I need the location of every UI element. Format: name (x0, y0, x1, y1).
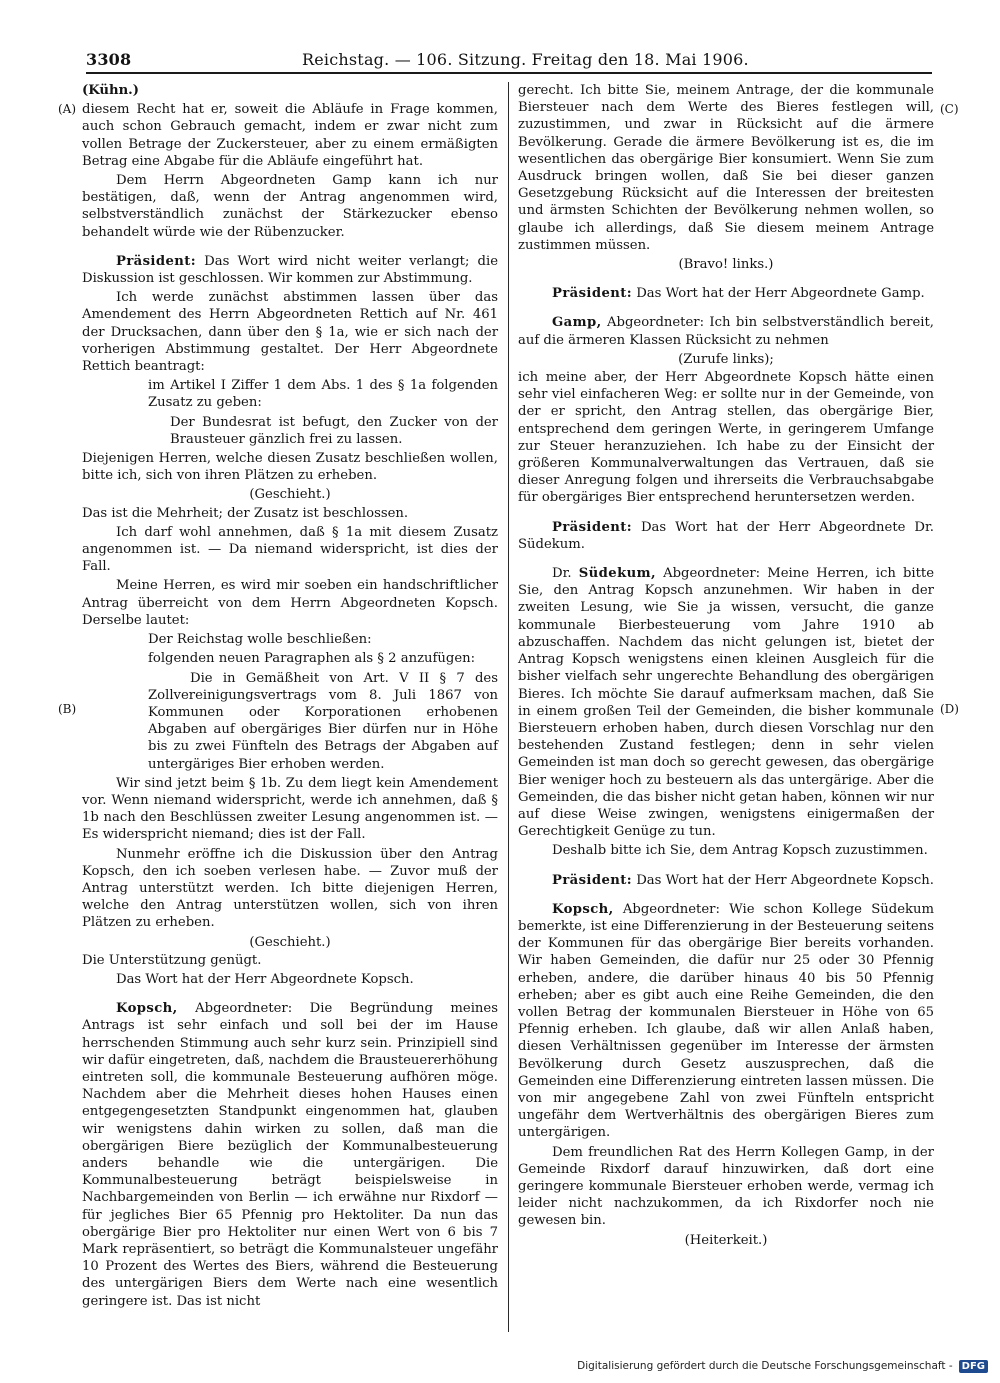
paragraph: ich meine aber, der Herr Abgeordnete Kopsch hätte einen sehr viel einfacheren Weg: er sollte nur in der Gemeinde, von der er spricht, den Antrag stellen, das obergärige Bier, entsprechend dem geringen Werte, in geringerem Umfange zur Steuer heranzuziehen. Ich habe zu der Einsicht der größeren Kommunalverwaltungen das Vertrauen, daß sie dieser Anregung folgen und ihrerseits die Verbrauchsabgabe für obergäriges Bier entsprechend heruntersetzen werden. (518, 370, 934, 506)
paragraph: Meine Herren, es wird mir soeben ein handschriftlicher Antrag überreicht von dem Herrn Abgeordneten Kopsch. Derselbe lautet: (82, 578, 498, 628)
credit-text: Digitalisierung gefördert durch die Deutsche Forschungsgemeinschaft - (577, 1360, 953, 1372)
stage-direction: (Zurufe links); (678, 351, 774, 367)
stage-direction: (Heiterkeit.) (684, 1232, 768, 1248)
paragraph: Ich darf wohl annehmen, daß § 1a mit diesem Zusatz angenommen ist. — Da niemand widerspricht, ist dies der Fall. (82, 524, 498, 575)
paragraph: Präsident: Das Wort hat der Herr Abgeordnete Gamp. (552, 286, 925, 302)
paragraph: Dem freundlichen Rat des Herrn Kollegen Gamp, in der Gemeinde Rixdorf darauf hinzuwirken, daß dort eine geringere kommunale Biersteuer erhoben werde, vermag ich leider nicht nachzukommen, da ich Rixdorfer noch nie gewesen bin. (518, 1144, 934, 1229)
speaker-name: Präsident: (552, 872, 633, 888)
speaker-name: Kopsch, (116, 1001, 178, 1017)
stage-direction: (Geschieht.) (249, 487, 331, 503)
speaker-name: Kopsch, (552, 901, 614, 917)
margin-marker-a: (A) (58, 102, 77, 116)
paragraph: Präsident: Das Wort hat der Herr Abgeordnete Dr. Südekum. (518, 519, 934, 552)
speaker-name: Präsident: (116, 253, 197, 269)
paragraph: diesem Recht hat er, soweit die Abläufe in Frage kommen, auch schon Gebrauch gemacht, indem er zwar nicht zum vollen Betrage der Zuckersteuer, aber zu einem ermäßigten Betrag eine Abgabe für die Abläufe eingeführt hat. (82, 102, 498, 169)
stage-direction: (Bravo! links.) (678, 257, 774, 273)
paragraph: Ich werde zunächst abstimmen lassen über das Amendement des Herrn Abgeordneten Rettich auf Nr. 461 der Drucksachen, dann über den § 1a, wie er sich nach der vorherigen Abstimmung gestaltet. Der Herr Abgeordnete Rettich beantragt: (82, 290, 498, 375)
quoted-motion: Der Bundesrat ist befugt, den Zucker von der Brausteuer gänzlich frei zu lassen. (170, 414, 498, 447)
paragraph: Diejenigen Herren, welche diesen Zusatz beschließen wollen, bitte ich, sich von ihren Plätzen zu erheben. (82, 451, 498, 484)
column-divider (508, 82, 509, 1332)
speaker-tag: (Kühn.) (82, 83, 140, 98)
quoted-motion: im Artikel I Ziffer 1 dem Abs. 1 des § 1a folgenden Zusatz zu geben: (148, 378, 498, 411)
paragraph: Dem Herrn Abgeordneten Gamp kann ich nur bestätigen, daß, wenn der Antrag angenommen wird, selbstverständlich zunächst der Stärkezucker ebenso behandelt würde wie der Rübenzucker. (82, 173, 498, 240)
paragraph: Kopsch, Abgeordneter: Wie schon Kollege Südekum bemerkte, ist eine Differenzierung in der Besteuerung seitens der Kommunen für das obergärige Bier bereits vorhanden. Wir haben Gemeinden, die dafür nur 25 oder 30 Pfennig erheben, andere, die darüber hinaus 40 bis 50 Pfennig erheben; aber es gibt auch eine Reihe Gemeinden, die den vollen Betrag der kommunalen Biersteuer in Höhe von 65 Pfennig erheben. Ich glaube, daß wir allen Anlaß haben, diesen Verhältnissen gegenüber im Interesse der ärmsten Bevölkerung durch Gesetz auszusprechen, daß die Gemeinden eine Differenzierung eintreten lassen müssen. Die von mir angegebene Zahl von zwei Fünfteln entspricht ungefähr dem Wertverhältnis des obergärigen Bieres zum untergärigen. (518, 901, 934, 1141)
paragraph: Kopsch, Abgeordneter: Die Begründung meines Antrags ist sehr einfach und soll bei der im Hause herrschenden Stimmung auch sehr kurz sein. Prinzipiell sind wir dafür eingetreten, daß, nachdem die Brausteuererhöhung eintreten soll, die kommunale Besteuerung aufhören möge. Nachdem aber die Mehrheit dieses hohen Hauses einen entgegengesetzten Standpunkt eingenommen hat, glauben wir wenigstens dahin wirken zu sollen, daß man die obergärigen Biere bezüglich der Kommunalbesteuerung anders behandle wie die untergärigen. Die Kommunalbesteuerung beträgt beispielsweise in Nachbargemeinden von Berlin — ich erwähne nur Rixdorf — für jegliches Bier 65 Pfennig pro Hektoliter. Da nun das obergärige Bier pro Hektoliter nur einen Wert von 6 bis 7 Mark repräsentiert, so beträgt die Kommunalsteuer ungefähr 10 Prozent des Wertes des Biers, während die Besteuerung des untergärigen Biers dem Werte nach eine wesentlich geringere ist. Das ist nicht (82, 1001, 498, 1309)
paragraph: Wir sind jetzt beim § 1b. Zu dem liegt kein Amendement vor. Wenn niemand widerspricht, werde ich annehmen, daß § 1b nach den Beschlüssen zweiter Lesung angenommen ist. — Es widerspricht niemand; dies ist der Fall. (82, 775, 498, 843)
margin-marker-b: (B) (58, 702, 77, 716)
margin-marker-c: (C) (940, 102, 959, 116)
paragraph: Die Unterstützung genügt. (82, 952, 262, 968)
paragraph: Das ist die Mehrheit; der Zusatz ist beschlossen. (82, 505, 409, 521)
speaker-name: Südekum, (578, 566, 656, 582)
left-column (82, 82, 498, 1312)
paragraph: Deshalb bitte ich Sie, dem Antrag Kopsch zuzustimmen. (552, 843, 928, 859)
paragraph: Dr. Südekum, Abgeordneter: Meine Herren, ich bitte Sie, den Antrag Kopsch anzunehmen. Wir haben in der zweiten Lesung, wie Sie ja wissen, versucht, die ganze kommunale Bierbesteuerung vom Jahre 1910 ab abzuschaffen. Nachdem das nicht gelungen ist, bietet der Antrag Kopsch wenigstens einen kleinen Ausgleich für die bisher vielfach sehr ungerechte Behandlung des obergärigen Bieres. Ich möchte Sie darauf aufmerksam machen, daß Sie in einem großen Teil der Gemeinden, die bisher kommunale Biersteuern erhoben haben, durch diesen Vorschlag nur den bestehenden Zustand festlegen; denn in sehr vielen Gemeinden ist man doch so gerecht gewesen, das obergärige Bier weniger hoch zu besteuern als das untergärige. Aber die Gemeinden, die das bisher nicht getan haben, können wir nur auf diese Weise zwingen, wenigstens einigermaßen der Gerechtigkeit Genüge zu tun. (518, 566, 935, 840)
paragraph: Präsident: Das Wort wird nicht weiter verlangt; die Diskussion ist geschlossen. Wir kommen zur Abstimmung. (82, 253, 498, 287)
paragraph: gerecht. Ich bitte Sie, meinem Antrage, der die kommunale Biersteuer nach dem Werte des Bieres festlegen will, zuzustimmen, und zwar in Rücksicht auf die ärmere Bevölkerung. Gerade die ärmere Bevölkerung ist es, die im wesentlichen das obergärige Bier konsumiert. Wenn Sie zum Ausdruck bringen wollen, daß Sie bei dieser ganzen Gesetzgebung Rücksicht auf die Interessen der breitesten und ärmsten Schichten der Bevölkerung nehmen wollen, so glaube ich allerdings, daß Sie diesem meinem Antrage zustimmen müssen. (518, 83, 934, 253)
speaker-name: Gamp, (552, 315, 602, 331)
stage-direction: (Geschieht.) (249, 934, 331, 950)
paragraph: Gamp, Abgeordneter: Ich bin selbstverständlich bereit, auf die ärmeren Klassen Rücksicht zu nehmen (518, 315, 934, 348)
speaker-name: Präsident: (552, 286, 633, 302)
page-header (86, 46, 930, 74)
dfg-logo-icon: DFG (959, 1360, 988, 1373)
right-column (518, 82, 934, 1250)
running-title: Reichstag. — 106. Sitzung. Freitag den 18. Mai 1906. (302, 50, 749, 69)
quoted-motion: Die in Gemäßheit von Art. V II § 7 des Zollvereinigungsvertrags vom 8. Juli 1867 von Kommunen oder Korporationen erhobenen Abgaben auf obergäriges Bier dürfen nur in Höhe bis zu zwei Fünfteln des Betrags der Abgaben auf untergäriges Bier erhoben werden. (148, 670, 498, 772)
page-number: 3308 (86, 50, 132, 69)
digitization-credit (577, 1357, 988, 1375)
header-rule (86, 72, 932, 74)
paragraph: Nunmehr eröffne ich die Diskussion über den Antrag Kopsch, den ich soeben verlesen habe. — Zuvor muß der Antrag unterstützt werden. Ich bitte diejenigen Herren, welche den Antrag unterstützen wollen, sich von ihren Plätzen zu erheben. (82, 846, 498, 931)
speaker-name: Präsident: (552, 519, 633, 535)
paragraph: Präsident: Das Wort hat der Herr Abgeordnete Kopsch. (552, 872, 934, 888)
paragraph: Das Wort hat der Herr Abgeordnete Kopsch. (116, 971, 414, 987)
margin-marker-d: (D) (940, 702, 959, 716)
quoted-motion: folgenden neuen Paragraphen als § 2 anzufügen: (148, 651, 476, 667)
quoted-motion: Der Reichstag wolle beschließen: (148, 632, 372, 648)
